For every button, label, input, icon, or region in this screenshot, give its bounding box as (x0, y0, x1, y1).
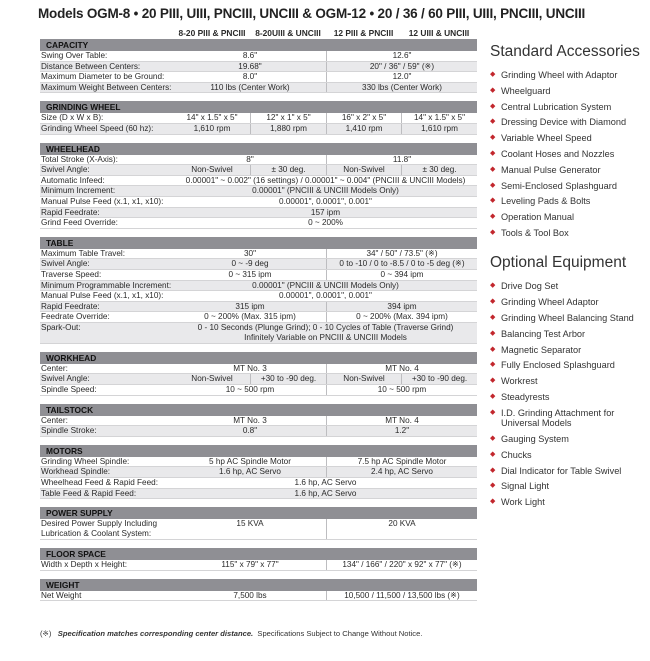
spec-value: 0 ~ -9 deg (231, 259, 269, 269)
spec-row (40, 457, 477, 468)
accessory-item (490, 313, 650, 323)
spec-row (40, 560, 477, 571)
diamond-bullet-icon: ◆ (490, 165, 496, 173)
spec-value: 8.6" (242, 51, 258, 60)
accessory-item (490, 196, 650, 206)
spec-value: 11.8" (326, 155, 477, 165)
accessory-label: Operation Manual (501, 212, 575, 223)
section-header: WEIGHT (40, 579, 477, 591)
spec-label: Minimum Programmable Increment: (41, 280, 172, 290)
column-header: 12 UIII & UNCIII (408, 27, 470, 38)
accessory-label: Work Light (501, 497, 545, 508)
spec-label: Grind Feed Override: (41, 218, 118, 228)
section-header: TABLE (40, 237, 477, 249)
accessory-label: Dial Indicator for Table Swivel (501, 465, 622, 476)
section-header: FLOOR SPACE (40, 548, 477, 560)
accessory-label: Workrest (501, 376, 538, 387)
accessory-item (490, 212, 650, 222)
accessory-item (490, 117, 650, 127)
specifications-table (40, 26, 477, 601)
accessory-label: Magnetic Separator (501, 344, 582, 355)
spec-row (40, 197, 477, 208)
section-header: GRINDING WHEEL (40, 101, 477, 113)
spec-row (40, 155, 477, 166)
spec-value: 1.6 hp, AC Servo (294, 478, 357, 488)
diamond-bullet-icon: ◆ (490, 298, 496, 306)
spec-row (40, 302, 477, 313)
accessory-item (490, 450, 650, 460)
spec-value: 12.6" (326, 51, 477, 61)
spec-label: Workhead Spindle: (41, 467, 111, 477)
spec-value: 30" (243, 248, 256, 258)
accessory-label: Wheelguard (501, 85, 551, 96)
accessory-label: Variable Wheel Speed (501, 133, 592, 144)
spec-value: 10,500 / 11,500 / 13,500 lbs (※) (326, 591, 477, 601)
spec-value: 0.8" (242, 426, 258, 436)
accessory-label: Grinding Wheel Balancing Stand (501, 312, 634, 323)
spec-label: Total Stroke (X-Axis): (41, 154, 118, 164)
accessory-label: Fully Enclosed Splashguard (501, 360, 615, 371)
spec-label: Desired Power Supply Including Lubrication & Coolant System: (41, 519, 158, 539)
spec-value: 0 ~ 200% (Max. 315 ipm) (204, 312, 296, 322)
spec-value: 2.4 hp, AC Servo (326, 467, 477, 477)
spec-label: Swivel Angle: (41, 165, 90, 175)
optional-equipment-list (490, 281, 650, 507)
spec-row (40, 208, 477, 219)
spec-value: Non-Swivel (191, 165, 233, 175)
accessory-item (490, 481, 650, 491)
spec-label: Maximum Weight Between Centers: (41, 82, 172, 92)
spec-value: 7,500 lbs (233, 590, 267, 600)
diamond-bullet-icon: ◆ (490, 361, 496, 369)
spec-label: Grinding Wheel Speed (60 hz): (41, 123, 154, 133)
footnote-mark: (※) (40, 629, 52, 638)
spec-value: 110 lbs (Center Work) (210, 82, 290, 92)
diamond-bullet-icon: ◆ (490, 228, 496, 236)
spec-value: 1.2" (326, 426, 477, 436)
spec-value: 20" / 36" / 59" (※) (326, 62, 477, 72)
spec-row (40, 124, 477, 135)
diamond-bullet-icon: ◆ (490, 392, 496, 400)
diamond-bullet-icon: ◆ (490, 181, 496, 189)
spec-label: Traverse Speed: (41, 269, 102, 279)
spec-row (40, 259, 477, 270)
spec-value: 12" x 1" x 5" (250, 113, 326, 123)
diamond-bullet-icon: ◆ (490, 329, 496, 337)
accessory-label: Drive Dog Set (501, 281, 559, 292)
footnote-text: Specifications Subject to Change Without Notice. (257, 629, 423, 638)
spec-value: 0.00001", 0.0001", 0.001" (279, 291, 372, 301)
diamond-bullet-icon: ◆ (490, 213, 496, 221)
spec-value: 8.0" (242, 72, 258, 82)
diamond-bullet-icon: ◆ (490, 482, 496, 490)
accessory-label: Tools & Tool Box (501, 227, 569, 238)
spec-label: Width x Depth x Height: (41, 560, 128, 570)
spec-value: 5 hp AC Spindle Motor (209, 456, 291, 466)
spec-value: 1,410 rpm (326, 124, 401, 134)
accessory-label: Chucks (501, 449, 532, 460)
spec-row (40, 113, 477, 124)
diamond-bullet-icon: ◆ (490, 408, 496, 416)
spec-value: 0.00001" ~ 0.002" (16 settings) / 0.00001" ~ 0.004" (PNCIII & UNCIII Models) (185, 175, 466, 185)
spec-value: MT No. 3 (233, 363, 267, 373)
accessories-panel (490, 44, 650, 513)
spec-row (40, 165, 477, 176)
diamond-bullet-icon: ◆ (490, 466, 496, 474)
spec-value: 0 ~ 394 ipm (326, 270, 477, 280)
diamond-bullet-icon: ◆ (490, 102, 496, 110)
accessory-label: Dressing Device with Diamond (501, 117, 627, 128)
spec-value: 0 ~ 315 ipm (228, 269, 272, 279)
spec-value: 20 KVA (326, 519, 477, 539)
accessory-label: Semi-Enclosed Splashguard (501, 180, 617, 191)
spec-value: 1,610 rpm (401, 124, 477, 134)
accessory-label: Manual Pulse Generator (501, 164, 601, 175)
accessory-item (490, 392, 650, 402)
spec-value: 12.0" (326, 72, 477, 82)
spec-row (40, 291, 477, 302)
spec-row (40, 374, 477, 385)
spec-value: Non-Swivel (326, 165, 401, 175)
spec-value: 115" x 79" x 77" (221, 560, 279, 570)
spec-value: 0 ~ 200% (308, 218, 343, 228)
spec-label: Maximum Table Travel: (41, 248, 126, 258)
spec-row (40, 51, 477, 62)
spec-value: 0.00001", 0.0001", 0.001" (279, 196, 372, 206)
accessory-item (490, 497, 650, 507)
spec-value: Non-Swivel (326, 374, 401, 384)
spec-value: 315 ipm (235, 301, 265, 311)
spec-value: 0.00001" (PNCIII & UNCIII Models Only) (252, 186, 399, 196)
accessory-item (490, 434, 650, 444)
footnote (40, 629, 422, 638)
spec-value: 330 lbs (Center Work) (326, 83, 477, 93)
spec-row (40, 426, 477, 437)
spec-label: Automatic Infeed: (41, 175, 105, 185)
spec-label: Wheelhead Feed & Rapid Feed: (41, 478, 158, 488)
spec-row (40, 323, 477, 344)
diamond-bullet-icon: ◆ (490, 197, 496, 205)
accessory-label: Signal Light (501, 481, 550, 492)
diamond-bullet-icon: ◆ (490, 345, 496, 353)
spec-value: 1.6 hp, AC Servo (219, 467, 281, 477)
spec-label: Size (D x W x B): (41, 113, 104, 123)
diamond-bullet-icon: ◆ (490, 498, 496, 506)
spec-value: MT No. 4 (326, 416, 477, 426)
accessory-item (490, 329, 650, 339)
spec-label: Net Weight (41, 590, 82, 600)
spec-label: Center: (41, 363, 68, 373)
spec-label: Swing Over Table: (41, 51, 108, 60)
spec-value: 0.00001" (PNCIII & UNCIII Models Only) (252, 280, 399, 290)
page-title: Models OGM-8 • 20 PIII, UIII, PNCIII, UNCIII & OGM-12 • 20 / 36 / 60 PIII, UIII, PNCIII, UNCIII (38, 6, 586, 21)
spec-value: 16" x 2" x 5" (326, 113, 401, 123)
spec-label: Swivel Angle: (41, 259, 90, 269)
accessory-label: Grinding Wheel with Adaptor (501, 70, 618, 80)
accessory-item (490, 376, 650, 386)
spec-row (40, 519, 477, 540)
optional-equipment-heading: Optional Equipment (490, 254, 627, 272)
accessory-item (490, 86, 650, 96)
spec-value: MT No. 4 (326, 364, 477, 374)
diamond-bullet-icon: ◆ (490, 377, 496, 385)
spec-label: Spindle Stroke: (41, 426, 97, 436)
footnote-emphasis: Specification matches corresponding center distance. (57, 629, 254, 638)
spec-body (40, 39, 477, 601)
spec-label: Rapid Feedrate: (41, 207, 100, 217)
spec-label: Center: (41, 415, 68, 425)
spec-label: Feedrate Override: (41, 312, 110, 322)
spec-value: MT No. 3 (233, 415, 267, 425)
spec-value: 0 to -10 / 0 to -8.5 / 0 to -5 deg (※) (326, 259, 477, 269)
accessory-item (490, 70, 650, 80)
diamond-bullet-icon: ◆ (490, 313, 496, 321)
spec-value: 14" x 1.5" x 5" (401, 113, 477, 123)
accessory-item (490, 228, 650, 238)
spec-value: 134" / 166" / 220" x 92" x 77" (※) (326, 560, 477, 570)
spec-row (40, 72, 477, 83)
spec-value: Non-Swivel (191, 374, 233, 384)
spec-label: Spark-Out: (41, 322, 81, 332)
spec-row (40, 176, 477, 187)
spec-value: 7.5 hp AC Spindle Motor (326, 457, 477, 467)
accessory-item (490, 102, 650, 112)
spec-label: Grinding Wheel Spindle: (41, 456, 130, 466)
spec-value: 34" / 50" / 73.5" (※) (326, 249, 477, 259)
spec-value: 1,880 rpm (250, 124, 326, 134)
accessory-item (490, 297, 650, 307)
spec-value: 8" (246, 154, 254, 164)
standard-accessories-heading: Standard Accessories (490, 43, 640, 60)
diamond-bullet-icon: ◆ (490, 134, 496, 142)
spec-row (40, 312, 477, 323)
accessory-item (490, 181, 650, 191)
spec-row (40, 489, 477, 500)
accessory-item (490, 133, 650, 143)
accessory-item (490, 165, 650, 175)
spec-label: Table Feed & Rapid Feed: (41, 488, 137, 498)
spec-value: 394 ipm (326, 302, 477, 312)
accessory-item (490, 408, 650, 429)
spec-row (40, 62, 477, 73)
accessory-item (490, 466, 650, 476)
spec-row (40, 591, 477, 602)
spec-row (40, 281, 477, 292)
spec-row (40, 249, 477, 260)
spec-label: Swivel Angle: (41, 374, 90, 384)
spec-row (40, 467, 477, 478)
spec-row (40, 364, 477, 375)
spec-label: Manual Pulse Feed (x.1, x1, x10): (41, 291, 164, 301)
spec-label: Rapid Feedrate: (41, 301, 100, 311)
spec-label: Minimum Increment: (41, 186, 116, 196)
spec-row (40, 186, 477, 197)
spec-value: 19.68" (238, 61, 262, 71)
diamond-bullet-icon: ◆ (490, 118, 496, 126)
diamond-bullet-icon: ◆ (490, 71, 496, 78)
spec-label: Maximum Diameter to be Ground: (41, 72, 165, 82)
spec-row (40, 83, 477, 94)
accessory-label: Gauging System (501, 433, 569, 444)
spec-value: 10 ~ 500 rpm (326, 385, 477, 395)
spec-value: 15 KVA (236, 519, 264, 529)
spec-value: +30 to -90 deg. (250, 374, 326, 384)
accessory-item (490, 360, 650, 370)
spec-row (40, 416, 477, 427)
section-header: MOTORS (40, 445, 477, 457)
column-header: 8-20 PIII & PNCIII (178, 27, 246, 38)
section-header: TAILSTOCK (40, 404, 477, 416)
column-header: 12 PIII & PNCIII (333, 27, 394, 38)
spec-value: +30 to -90 deg. (401, 374, 477, 384)
diamond-bullet-icon: ◆ (490, 149, 496, 157)
diamond-bullet-icon: ◆ (490, 450, 496, 458)
diamond-bullet-icon: ◆ (490, 434, 496, 442)
spec-value: ± 30 deg. (250, 165, 326, 175)
accessory-label: Central Lubrication System (501, 101, 612, 112)
spec-value: 1,610 rpm (193, 123, 231, 133)
accessory-item (490, 345, 650, 355)
accessory-item (490, 281, 650, 291)
spec-row (40, 385, 477, 396)
spec-row (40, 270, 477, 281)
spec-value: 10 ~ 500 rpm (225, 385, 275, 395)
spec-label: Manual Pulse Feed (x.1, x1, x10): (41, 196, 164, 206)
accessory-label: Grinding Wheel Adaptor (501, 297, 599, 308)
spec-value: 14" x 1.5" x 5" (186, 113, 238, 123)
spec-value: 1.6 hp, AC Servo (294, 488, 357, 498)
diamond-bullet-icon: ◆ (490, 282, 496, 290)
spec-label: Spindle Speed: (41, 385, 97, 395)
spec-value: ± 30 deg. (401, 165, 477, 175)
spec-label: Distance Between Centers: (41, 61, 141, 71)
section-header: WHEELHEAD (40, 143, 477, 155)
section-header: WORKHEAD (40, 352, 477, 364)
section-header: POWER SUPPLY (40, 507, 477, 519)
accessory-label: Steadyrests (501, 391, 550, 402)
column-header: 8-20UIII & UNCIII (255, 27, 321, 38)
accessory-label: Coolant Hoses and Nozzles (501, 148, 615, 159)
accessory-label: I.D. Grinding Attachment for Universal Models (501, 407, 615, 429)
spec-value: 0 - 10 Seconds (Plunge Grind); 0 - 10 Cycles of Table (Traverse Grind) Infinitely Variable on PNCIII & UNCIII Models (197, 322, 454, 342)
accessory-item (490, 149, 650, 159)
spec-row (40, 218, 477, 229)
section-header: CAPACITY (40, 39, 477, 51)
diamond-bullet-icon: ◆ (490, 86, 496, 94)
standard-accessories-list (490, 70, 650, 238)
spec-value: 157 ipm (310, 207, 341, 217)
accessory-label: Balancing Test Arbor (501, 328, 586, 339)
accessory-label: Leveling Pads & Bolts (501, 196, 591, 207)
column-headers (40, 26, 477, 39)
spec-value: 0 ~ 200% (Max. 394 ipm) (326, 312, 477, 322)
spec-row (40, 478, 477, 489)
